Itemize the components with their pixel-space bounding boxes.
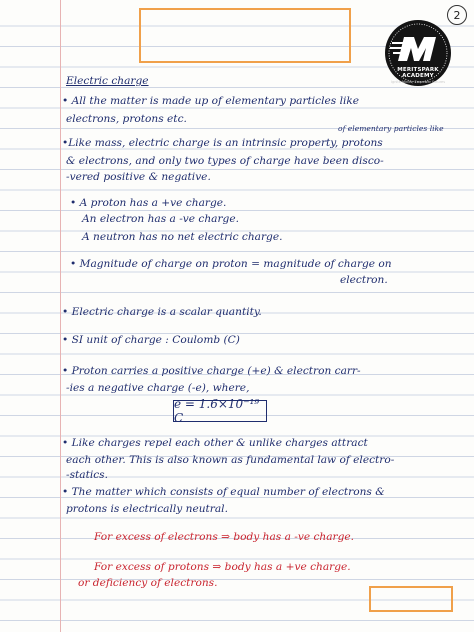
note-line-20: protons is electrically neutral. — [66, 503, 228, 515]
charge-equation-box — [173, 397, 267, 425]
header-blank-box — [139, 8, 351, 63]
note-line-18: -statics. — [66, 469, 108, 481]
page-number: 2 — [447, 5, 467, 25]
margin-line — [60, 0, 61, 632]
note-line-12: • Electric charge is a scalar quantity. — [62, 306, 262, 318]
note-line-11: electron. — [340, 274, 388, 286]
logo-tagline: Ignite Minds, Empower Futures — [390, 80, 446, 84]
note-line-7: • A proton has a +ve charge. — [70, 197, 227, 209]
note-line-13: • SI unit of charge : Coulomb (C) — [62, 334, 240, 346]
note-line-5: & electrons, and only two types of charge have been disco- — [66, 155, 384, 167]
note-line-8: An electron has a -ve charge. — [82, 213, 239, 225]
note-line-10: • Magnitude of charge on proton = magnitude of charge on — [70, 258, 392, 270]
logo-brand-text: MERITSPARK ACADEMY — [397, 67, 439, 79]
note-line-14: • Proton carries a positive charge (+e) & electron carr- — [62, 365, 361, 377]
note-line-9: A neutron has no net electric charge. — [82, 231, 283, 243]
note-line-16: • Like charges repel each other & unlike charges attract — [62, 437, 368, 449]
note-line-19: • The matter which consists of equal number of electrons & — [62, 486, 385, 498]
note-line-22: For excess of protons ⇒ body has a +ve charge. — [94, 561, 351, 573]
heading-electric-charge: Electric charge — [66, 75, 149, 87]
note-line-2: electrons, protons etc. — [66, 113, 187, 125]
note-line-1: • All the matter is made up of elementary particles like — [62, 95, 360, 107]
note-line-4: •Like mass, electric charge is an intrinsic property, protons — [62, 137, 383, 149]
note-line-23: or deficiency of electrons. — [78, 577, 218, 589]
footer-blank-box — [369, 586, 453, 612]
charge-equation: e = 1.6×10⁻¹⁹ C — [174, 397, 260, 425]
note-line-6: -vered positive & negative. — [66, 171, 211, 183]
note-line-15: -ies a negative charge (-e), where, — [66, 382, 250, 394]
note-insertion: of elementary particles like — [338, 124, 444, 133]
note-line-21: For excess of electrons ⇒ body has a -ve charge. — [94, 531, 355, 543]
note-line-17: each other. This is also known as fundamental law of electro- — [66, 454, 395, 466]
